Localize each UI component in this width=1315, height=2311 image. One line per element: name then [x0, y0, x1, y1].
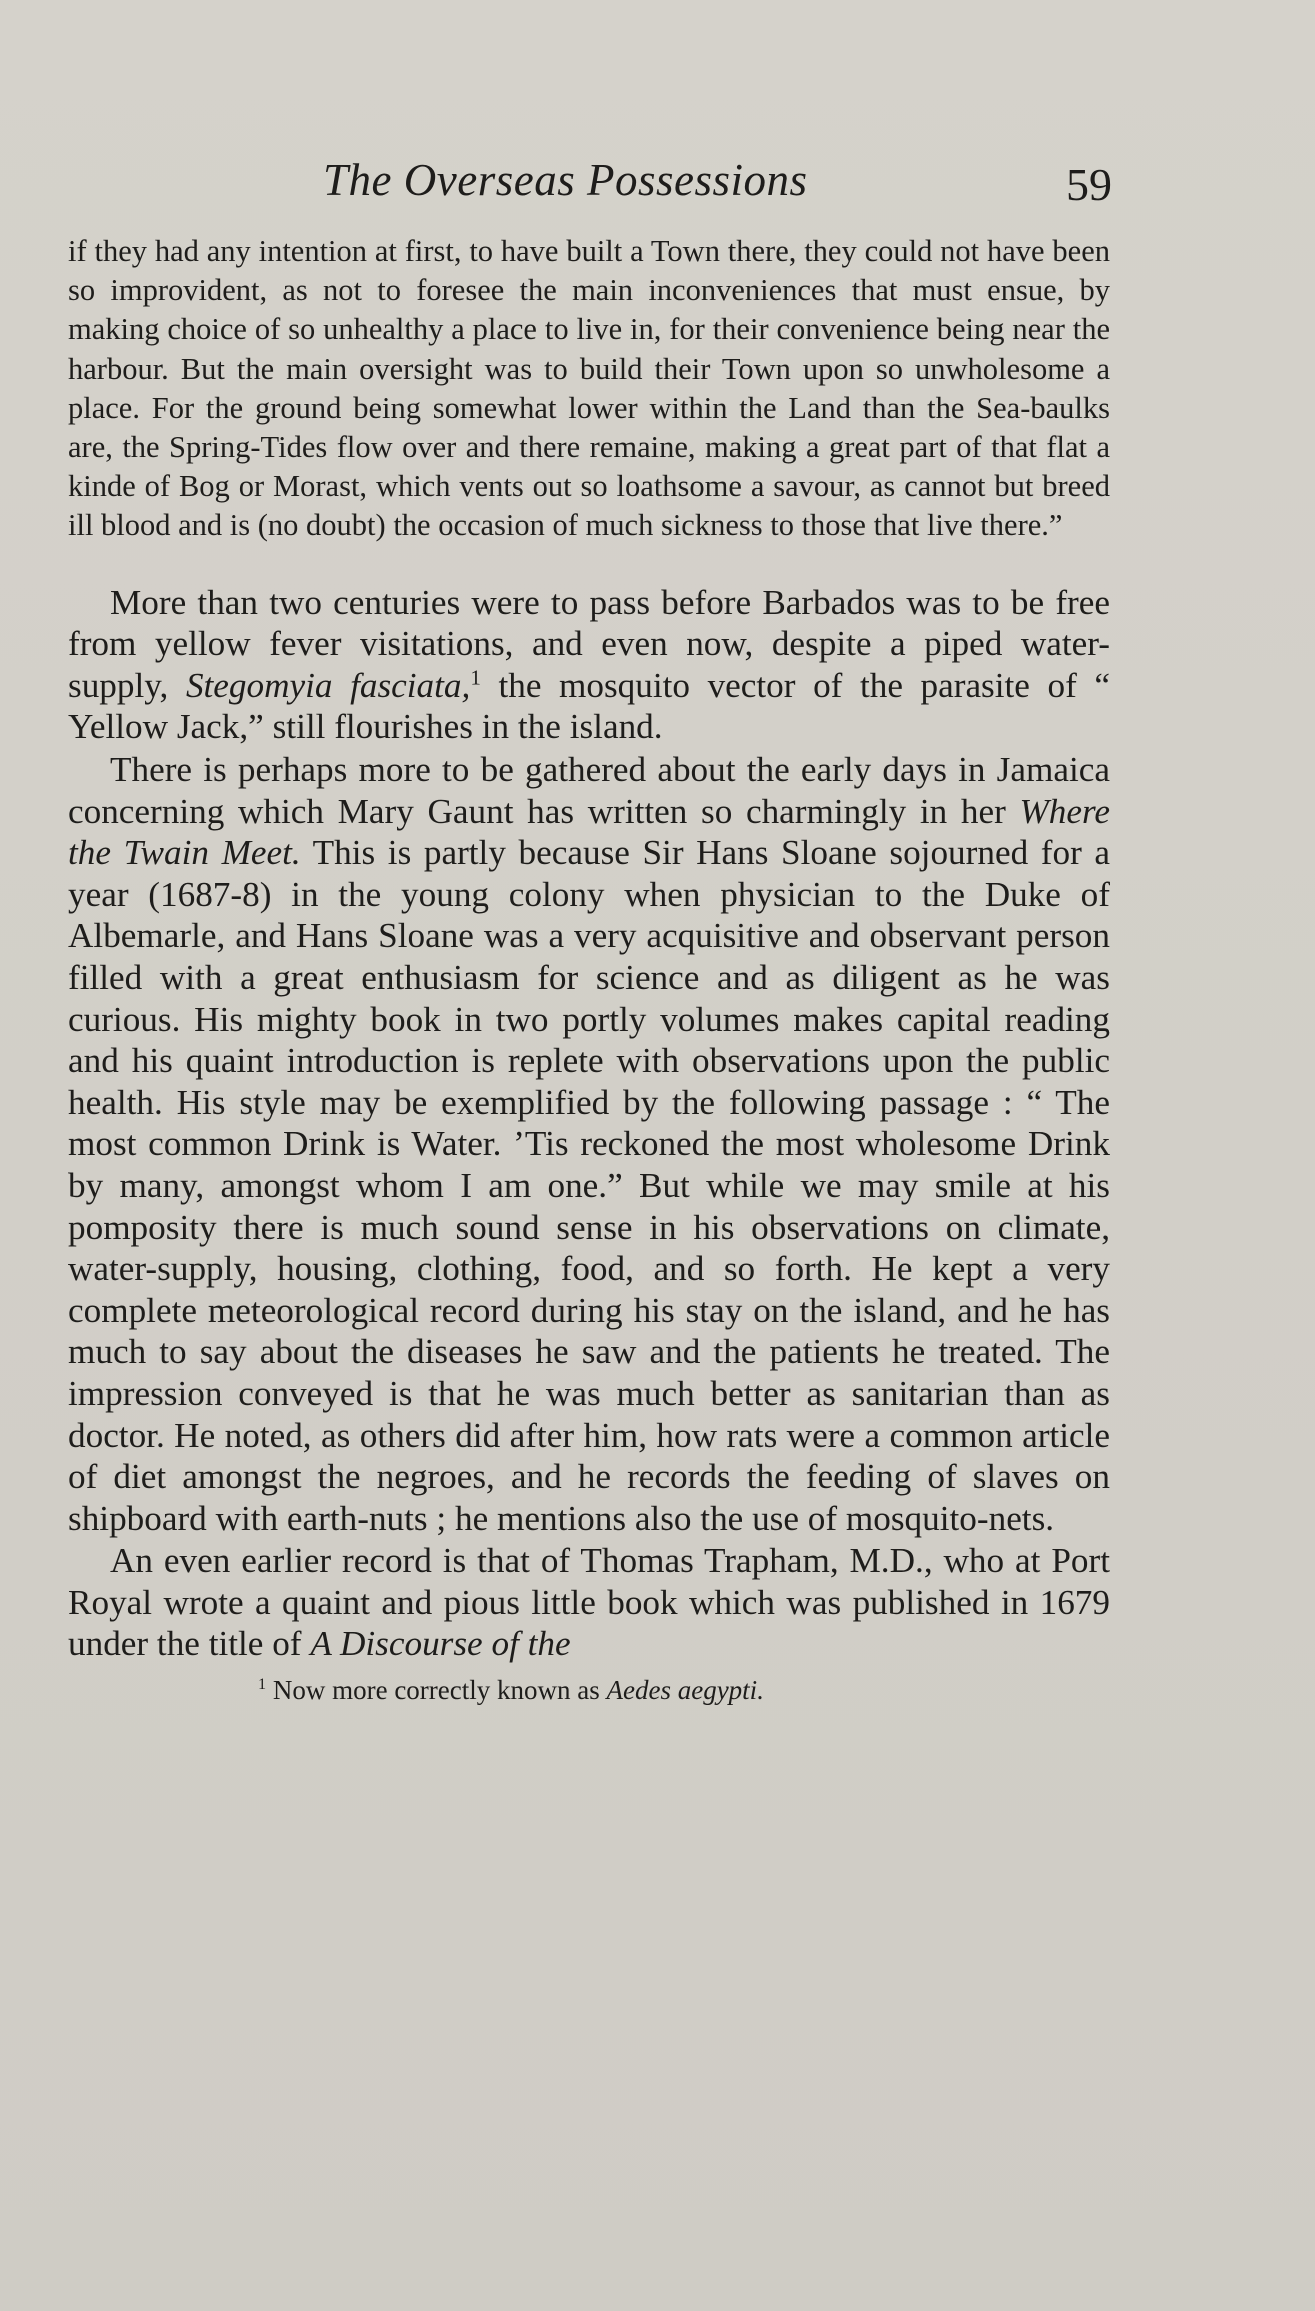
paragraph-text: This is partly because Sir Hans Sloane sojourned for a year (1687-8) in the young colony when physician to the Duke of Albemarle, and Hans Sloane was a very acquisitive and observant person filled with a great enthusiasm for science and as diligent as he was curious. His mighty book in two portly volumes makes capital reading and his quaint introduction is replete with observations upon the public health. His style may be exemplified by the following passage : “ The most common Drink is Water. ’Tis reckoned the most wholesome Drink by many, amongst whom I am one.” But while we may smile at his pomposity there is much sound sense in his observations on climate, water-supply, housing, clothing, food, and so forth. He kept a very complete meteorological record during his stay on the island, and he has much to say about the diseases he saw and the patients he treated. The impression conveyed is that he was much better as sanitarian than as doctor. He noted, as others did after him, how rats were a common article of diet amongst the negroes, and he records the feeding of slaves on shipboard with earth-nuts ; he mentions also the use of mosquito-nets. — [68, 833, 1111, 1538]
footnote-species: Aedes aegypti. — [606, 1675, 764, 1706]
species-name: Stegomyia fasciata, — [185, 665, 471, 705]
paragraph-text: An even earlier record is that of Thomas Trapham, M.D., who at Port Royal wrote a quaint and pious little book which was published in 1679 under the title of — [68, 1541, 1110, 1664]
running-title: The Overseas Possessions — [323, 155, 808, 205]
paragraph-jamaica — [68, 749, 1110, 1539]
block-quote: if they had any intention at first, to have built a Town there, they could not have been so improvident, as not to foresee the main inconveniences that must ensue, by making choice of so unhealthy a place to live in, for their convenience being near the harbour. But the main oversight was to build their Town upon so unwholesome a place. For the ground being somewhat lower within the Land than the Sea-baulks are, the Spring-Tides flow over and there remaine, making a great part of that flat a kinde of Bog or Morast, which vents out so loathsome a savour, as cannot but breed ill blood and is (no doubt) the occasion of much sickness to those that live there.” — [68, 234, 1110, 543]
footnote-ref: 1 — [470, 665, 481, 690]
running-head — [68, 150, 1110, 220]
paragraph-text: More than two centuries were to pass before Barbados was to be free from yellow fever visitations, and even now, despite a piped water-supply, — [68, 582, 1110, 705]
paragraph-trapham — [68, 1540, 1110, 1665]
footnote — [68, 1673, 1110, 1707]
paragraph-text: the mosquito vector of the parasite of “ Yellow Jack,” still flourishes in the island. — [68, 665, 1110, 747]
book-title: A Discourse of the — [310, 1624, 571, 1664]
footnote-text: Now more correctly known as — [266, 1675, 607, 1706]
body-text — [68, 582, 1110, 1665]
footnote-marker: 1 — [258, 1675, 267, 1694]
paragraph-barbados — [68, 582, 1110, 748]
book-page — [68, 150, 1110, 1707]
paragraph-text: There is perhaps more to be gathered about the early days in Jamaica concerning which Mary Gaunt has written so charmingly in her — [68, 750, 1110, 831]
book-title: Where the Twain Meet. — [68, 791, 1110, 873]
page-number: 59 — [1066, 159, 1112, 210]
